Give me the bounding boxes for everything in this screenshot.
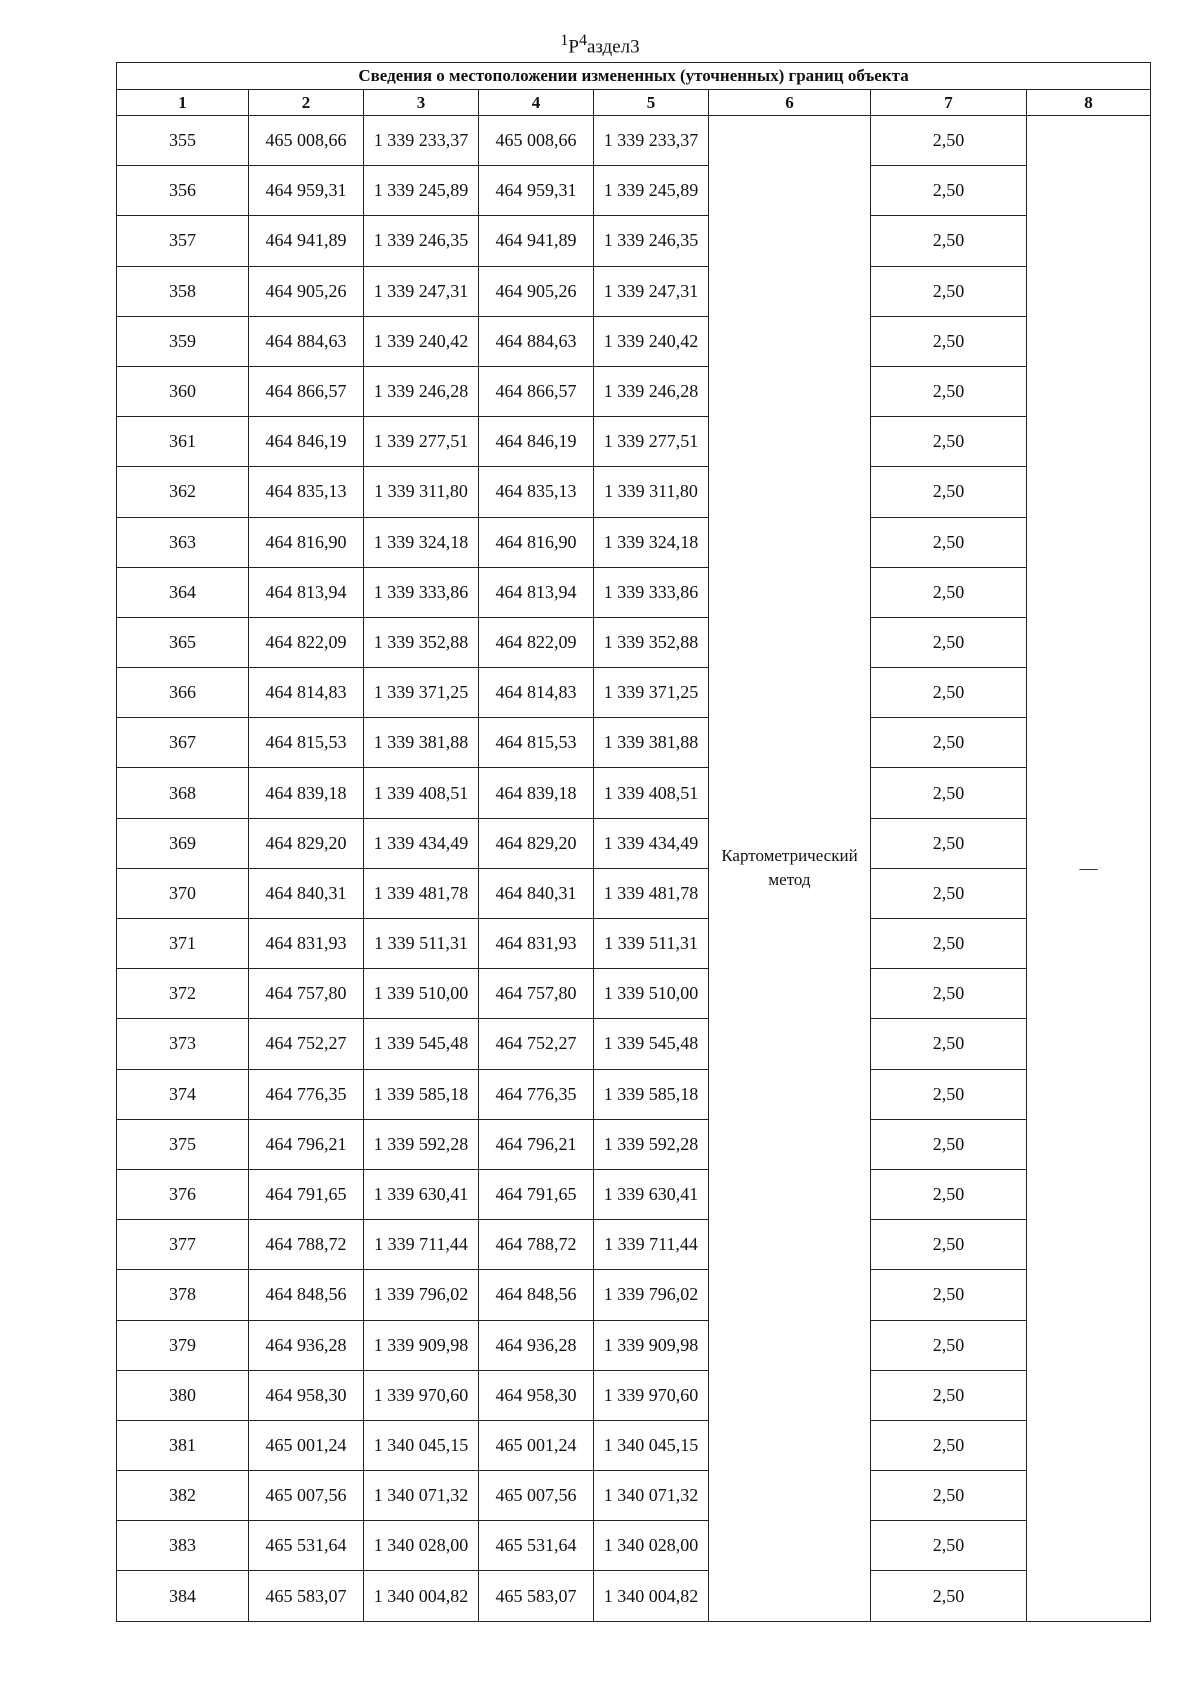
point-number-cell: 355 xyxy=(117,116,249,166)
y-existing-cell: 1 339 481,78 xyxy=(364,868,479,918)
boundary-coordinates-table xyxy=(116,62,1151,1622)
accuracy-cell: 2,50 xyxy=(871,467,1027,517)
x-refined-cell: 464 796,21 xyxy=(479,1119,594,1169)
point-number-cell: 372 xyxy=(117,969,249,1019)
table-row xyxy=(117,417,1151,467)
point-number-cell: 376 xyxy=(117,1169,249,1219)
y-refined-cell: 1 339 245,89 xyxy=(594,166,709,216)
y-refined-cell: 1 339 246,35 xyxy=(594,216,709,266)
y-refined-cell: 1 339 408,51 xyxy=(594,768,709,818)
point-number-cell: 357 xyxy=(117,216,249,266)
point-number-cell: 367 xyxy=(117,718,249,768)
x-refined-cell: 464 866,57 xyxy=(479,366,594,416)
x-existing-cell: 464 936,28 xyxy=(249,1320,364,1370)
point-number-cell: 368 xyxy=(117,768,249,818)
y-existing-cell: 1 339 630,41 xyxy=(364,1169,479,1219)
point-number-cell: 361 xyxy=(117,417,249,467)
table-row xyxy=(117,1220,1151,1270)
column-number-row xyxy=(117,90,1151,116)
point-number-cell: 363 xyxy=(117,517,249,567)
y-refined-cell: 1 339 233,37 xyxy=(594,116,709,166)
table-row xyxy=(117,116,1151,166)
point-number-cell: 370 xyxy=(117,868,249,918)
point-number-cell: 378 xyxy=(117,1270,249,1320)
y-existing-cell: 1 340 004,82 xyxy=(364,1571,479,1621)
y-refined-cell: 1 339 510,00 xyxy=(594,969,709,1019)
x-refined-cell: 464 835,13 xyxy=(479,467,594,517)
x-existing-cell: 464 959,31 xyxy=(249,166,364,216)
x-refined-cell: 465 531,64 xyxy=(479,1521,594,1571)
table-row xyxy=(117,919,1151,969)
y-existing-cell: 1 339 246,28 xyxy=(364,366,479,416)
table-row xyxy=(117,1019,1151,1069)
column-number: 3 xyxy=(364,90,479,116)
method-cell: Картометрический метод xyxy=(709,116,871,1622)
accuracy-cell: 2,50 xyxy=(871,1169,1027,1219)
accuracy-cell: 2,50 xyxy=(871,1571,1027,1621)
y-refined-cell: 1 339 371,25 xyxy=(594,668,709,718)
x-existing-cell: 464 866,57 xyxy=(249,366,364,416)
point-number-cell: 362 xyxy=(117,467,249,517)
accuracy-cell: 2,50 xyxy=(871,316,1027,366)
y-existing-cell: 1 339 970,60 xyxy=(364,1370,479,1420)
accuracy-cell: 2,50 xyxy=(871,166,1027,216)
accuracy-cell: 2,50 xyxy=(871,718,1027,768)
y-refined-cell: 1 339 381,88 xyxy=(594,718,709,768)
point-number-cell: 358 xyxy=(117,266,249,316)
x-existing-cell: 464 905,26 xyxy=(249,266,364,316)
x-existing-cell: 464 757,80 xyxy=(249,969,364,1019)
x-existing-cell: 465 008,66 xyxy=(249,116,364,166)
x-refined-cell: 464 815,53 xyxy=(479,718,594,768)
y-existing-cell: 1 339 333,86 xyxy=(364,567,479,617)
x-existing-cell: 464 884,63 xyxy=(249,316,364,366)
column-number: 1 xyxy=(117,90,249,116)
y-existing-cell: 1 339 408,51 xyxy=(364,768,479,818)
x-refined-cell: 464 958,30 xyxy=(479,1370,594,1420)
x-refined-cell: 464 839,18 xyxy=(479,768,594,818)
x-existing-cell: 464 813,94 xyxy=(249,567,364,617)
accuracy-cell: 2,50 xyxy=(871,969,1027,1019)
x-existing-cell: 465 583,07 xyxy=(249,1571,364,1621)
x-refined-cell: 464 905,26 xyxy=(479,266,594,316)
y-existing-cell: 1 339 371,25 xyxy=(364,668,479,718)
table-row xyxy=(117,818,1151,868)
y-existing-cell: 1 339 247,31 xyxy=(364,266,479,316)
accuracy-cell: 2,50 xyxy=(871,216,1027,266)
y-refined-cell: 1 339 352,88 xyxy=(594,617,709,667)
table-row xyxy=(117,1521,1151,1571)
y-refined-cell: 1 339 909,98 xyxy=(594,1320,709,1370)
x-refined-cell: 464 936,28 xyxy=(479,1320,594,1370)
y-refined-cell: 1 340 004,82 xyxy=(594,1571,709,1621)
y-refined-cell: 1 339 970,60 xyxy=(594,1370,709,1420)
accuracy-cell: 2,50 xyxy=(871,868,1027,918)
y-refined-cell: 1 339 324,18 xyxy=(594,517,709,567)
y-existing-cell: 1 339 233,37 xyxy=(364,116,479,166)
y-existing-cell: 1 339 246,35 xyxy=(364,216,479,266)
point-number-cell: 356 xyxy=(117,166,249,216)
y-refined-cell: 1 340 045,15 xyxy=(594,1420,709,1470)
column-number: 4 xyxy=(479,90,594,116)
y-existing-cell: 1 340 071,32 xyxy=(364,1471,479,1521)
y-refined-cell: 1 339 434,49 xyxy=(594,818,709,868)
accuracy-cell: 2,50 xyxy=(871,116,1027,166)
accuracy-cell: 2,50 xyxy=(871,617,1027,667)
x-refined-cell: 464 941,89 xyxy=(479,216,594,266)
x-refined-cell: 464 752,27 xyxy=(479,1019,594,1069)
table-row xyxy=(117,1471,1151,1521)
x-existing-cell: 464 816,90 xyxy=(249,517,364,567)
point-number-cell: 383 xyxy=(117,1521,249,1571)
table-row xyxy=(117,1370,1151,1420)
table-row xyxy=(117,969,1151,1019)
point-number-cell: 373 xyxy=(117,1019,249,1069)
x-refined-cell: 464 840,31 xyxy=(479,868,594,918)
column-number: 7 xyxy=(871,90,1027,116)
point-number-cell: 381 xyxy=(117,1420,249,1470)
y-existing-cell: 1 339 592,28 xyxy=(364,1119,479,1169)
point-number-cell: 382 xyxy=(117,1471,249,1521)
point-number-cell: 380 xyxy=(117,1370,249,1420)
table-row xyxy=(117,366,1151,416)
y-refined-cell: 1 339 585,18 xyxy=(594,1069,709,1119)
x-existing-cell: 464 958,30 xyxy=(249,1370,364,1420)
y-existing-cell: 1 339 240,42 xyxy=(364,316,479,366)
x-existing-cell: 464 840,31 xyxy=(249,868,364,918)
accuracy-cell: 2,50 xyxy=(871,1270,1027,1320)
y-existing-cell: 1 339 796,02 xyxy=(364,1270,479,1320)
table-row xyxy=(117,1270,1151,1320)
accuracy-cell: 2,50 xyxy=(871,517,1027,567)
x-refined-cell: 464 813,94 xyxy=(479,567,594,617)
heading-letter: Р xyxy=(568,36,579,58)
y-refined-cell: 1 339 592,28 xyxy=(594,1119,709,1169)
x-refined-cell: 464 846,19 xyxy=(479,417,594,467)
x-refined-cell: 464 959,31 xyxy=(479,166,594,216)
accuracy-cell: 2,50 xyxy=(871,266,1027,316)
table-row xyxy=(117,517,1151,567)
accuracy-cell: 2,50 xyxy=(871,818,1027,868)
table-row xyxy=(117,617,1151,667)
y-existing-cell: 1 340 045,15 xyxy=(364,1420,479,1470)
y-existing-cell: 1 339 545,48 xyxy=(364,1019,479,1069)
x-refined-cell: 464 884,63 xyxy=(479,316,594,366)
x-refined-cell: 464 831,93 xyxy=(479,919,594,969)
accuracy-cell: 2,50 xyxy=(871,668,1027,718)
section-heading xyxy=(0,30,1200,58)
x-existing-cell: 464 791,65 xyxy=(249,1169,364,1219)
column-number: 8 xyxy=(1027,90,1151,116)
point-number-cell: 364 xyxy=(117,567,249,617)
y-existing-cell: 1 339 277,51 xyxy=(364,417,479,467)
y-refined-cell: 1 340 071,32 xyxy=(594,1471,709,1521)
heading-sup-prefix: 1 xyxy=(560,32,569,49)
y-refined-cell: 1 339 246,28 xyxy=(594,366,709,416)
x-refined-cell: 464 757,80 xyxy=(479,969,594,1019)
x-refined-cell: 465 008,66 xyxy=(479,116,594,166)
accuracy-cell: 2,50 xyxy=(871,1320,1027,1370)
y-refined-cell: 1 340 028,00 xyxy=(594,1521,709,1571)
y-refined-cell: 1 339 277,51 xyxy=(594,417,709,467)
table-row xyxy=(117,266,1151,316)
point-number-cell: 366 xyxy=(117,668,249,718)
table-row xyxy=(117,216,1151,266)
table-row xyxy=(117,316,1151,366)
y-existing-cell: 1 340 028,00 xyxy=(364,1521,479,1571)
accuracy-cell: 2,50 xyxy=(871,417,1027,467)
y-existing-cell: 1 339 711,44 xyxy=(364,1220,479,1270)
column-number: 5 xyxy=(594,90,709,116)
x-refined-cell: 464 829,20 xyxy=(479,818,594,868)
y-existing-cell: 1 339 585,18 xyxy=(364,1069,479,1119)
table-row xyxy=(117,668,1151,718)
x-existing-cell: 464 835,13 xyxy=(249,467,364,517)
point-number-cell: 371 xyxy=(117,919,249,969)
column-number: 2 xyxy=(249,90,364,116)
table-row xyxy=(117,718,1151,768)
table-row xyxy=(117,567,1151,617)
y-existing-cell: 1 339 311,80 xyxy=(364,467,479,517)
point-number-cell: 377 xyxy=(117,1220,249,1270)
table-row xyxy=(117,1119,1151,1169)
point-number-cell: 360 xyxy=(117,366,249,416)
y-existing-cell: 1 339 510,00 xyxy=(364,969,479,1019)
x-existing-cell: 464 752,27 xyxy=(249,1019,364,1069)
y-refined-cell: 1 339 511,31 xyxy=(594,919,709,969)
x-refined-cell: 465 583,07 xyxy=(479,1571,594,1621)
accuracy-cell: 2,50 xyxy=(871,1370,1027,1420)
y-existing-cell: 1 339 352,88 xyxy=(364,617,479,667)
y-refined-cell: 1 339 240,42 xyxy=(594,316,709,366)
table-row xyxy=(117,868,1151,918)
x-existing-cell: 464 776,35 xyxy=(249,1069,364,1119)
x-existing-cell: 464 814,83 xyxy=(249,668,364,718)
table-body xyxy=(117,116,1151,1622)
x-existing-cell: 464 822,09 xyxy=(249,617,364,667)
table-row xyxy=(117,1169,1151,1219)
accuracy-cell: 2,50 xyxy=(871,1019,1027,1069)
accuracy-cell: 2,50 xyxy=(871,1220,1027,1270)
x-refined-cell: 464 822,09 xyxy=(479,617,594,667)
accuracy-cell: 2,50 xyxy=(871,1069,1027,1119)
x-refined-cell: 464 848,56 xyxy=(479,1270,594,1320)
y-existing-cell: 1 339 511,31 xyxy=(364,919,479,969)
point-number-cell: 359 xyxy=(117,316,249,366)
x-existing-cell: 464 941,89 xyxy=(249,216,364,266)
note-cell: — xyxy=(1027,116,1151,1622)
y-existing-cell: 1 339 434,49 xyxy=(364,818,479,868)
x-existing-cell: 464 839,18 xyxy=(249,768,364,818)
accuracy-cell: 2,50 xyxy=(871,768,1027,818)
table-row xyxy=(117,1420,1151,1470)
accuracy-cell: 2,50 xyxy=(871,366,1027,416)
x-existing-cell: 464 788,72 xyxy=(249,1220,364,1270)
y-existing-cell: 1 339 245,89 xyxy=(364,166,479,216)
x-refined-cell: 464 788,72 xyxy=(479,1220,594,1270)
heading-rest: аздел3 xyxy=(586,36,640,58)
y-existing-cell: 1 339 909,98 xyxy=(364,1320,479,1370)
accuracy-cell: 2,50 xyxy=(871,1420,1027,1470)
x-existing-cell: 464 829,20 xyxy=(249,818,364,868)
table-row xyxy=(117,1571,1151,1621)
x-existing-cell: 464 848,56 xyxy=(249,1270,364,1320)
accuracy-cell: 2,50 xyxy=(871,919,1027,969)
x-refined-cell: 464 814,83 xyxy=(479,668,594,718)
point-number-cell: 375 xyxy=(117,1119,249,1169)
y-refined-cell: 1 339 630,41 xyxy=(594,1169,709,1219)
table-row xyxy=(117,166,1151,216)
accuracy-cell: 2,50 xyxy=(871,567,1027,617)
x-existing-cell: 464 831,93 xyxy=(249,919,364,969)
table-row xyxy=(117,1320,1151,1370)
table-title-row xyxy=(117,63,1151,90)
table-row xyxy=(117,467,1151,517)
y-refined-cell: 1 339 796,02 xyxy=(594,1270,709,1320)
point-number-cell: 365 xyxy=(117,617,249,667)
y-refined-cell: 1 339 247,31 xyxy=(594,266,709,316)
y-existing-cell: 1 339 381,88 xyxy=(364,718,479,768)
x-refined-cell: 465 007,56 xyxy=(479,1471,594,1521)
table-row xyxy=(117,1069,1151,1119)
y-refined-cell: 1 339 311,80 xyxy=(594,467,709,517)
accuracy-cell: 2,50 xyxy=(871,1471,1027,1521)
x-existing-cell: 464 815,53 xyxy=(249,718,364,768)
y-refined-cell: 1 339 545,48 xyxy=(594,1019,709,1069)
y-refined-cell: 1 339 711,44 xyxy=(594,1220,709,1270)
y-existing-cell: 1 339 324,18 xyxy=(364,517,479,567)
point-number-cell: 379 xyxy=(117,1320,249,1370)
table-row xyxy=(117,768,1151,818)
x-refined-cell: 464 791,65 xyxy=(479,1169,594,1219)
accuracy-cell: 2,50 xyxy=(871,1119,1027,1169)
x-existing-cell: 465 001,24 xyxy=(249,1420,364,1470)
table-title: Сведения о местоположении измененных (уточненных) границ объекта xyxy=(117,63,1151,90)
y-refined-cell: 1 339 333,86 xyxy=(594,567,709,617)
column-number: 6 xyxy=(709,90,871,116)
accuracy-cell: 2,50 xyxy=(871,1521,1027,1571)
point-number-cell: 374 xyxy=(117,1069,249,1119)
x-refined-cell: 464 776,35 xyxy=(479,1069,594,1119)
x-existing-cell: 465 007,56 xyxy=(249,1471,364,1521)
heading-sup-mid: 4 xyxy=(578,32,587,49)
x-refined-cell: 464 816,90 xyxy=(479,517,594,567)
x-existing-cell: 465 531,64 xyxy=(249,1521,364,1571)
x-existing-cell: 464 846,19 xyxy=(249,417,364,467)
x-existing-cell: 464 796,21 xyxy=(249,1119,364,1169)
point-number-cell: 384 xyxy=(117,1571,249,1621)
y-refined-cell: 1 339 481,78 xyxy=(594,868,709,918)
point-number-cell: 369 xyxy=(117,818,249,868)
x-refined-cell: 465 001,24 xyxy=(479,1420,594,1470)
